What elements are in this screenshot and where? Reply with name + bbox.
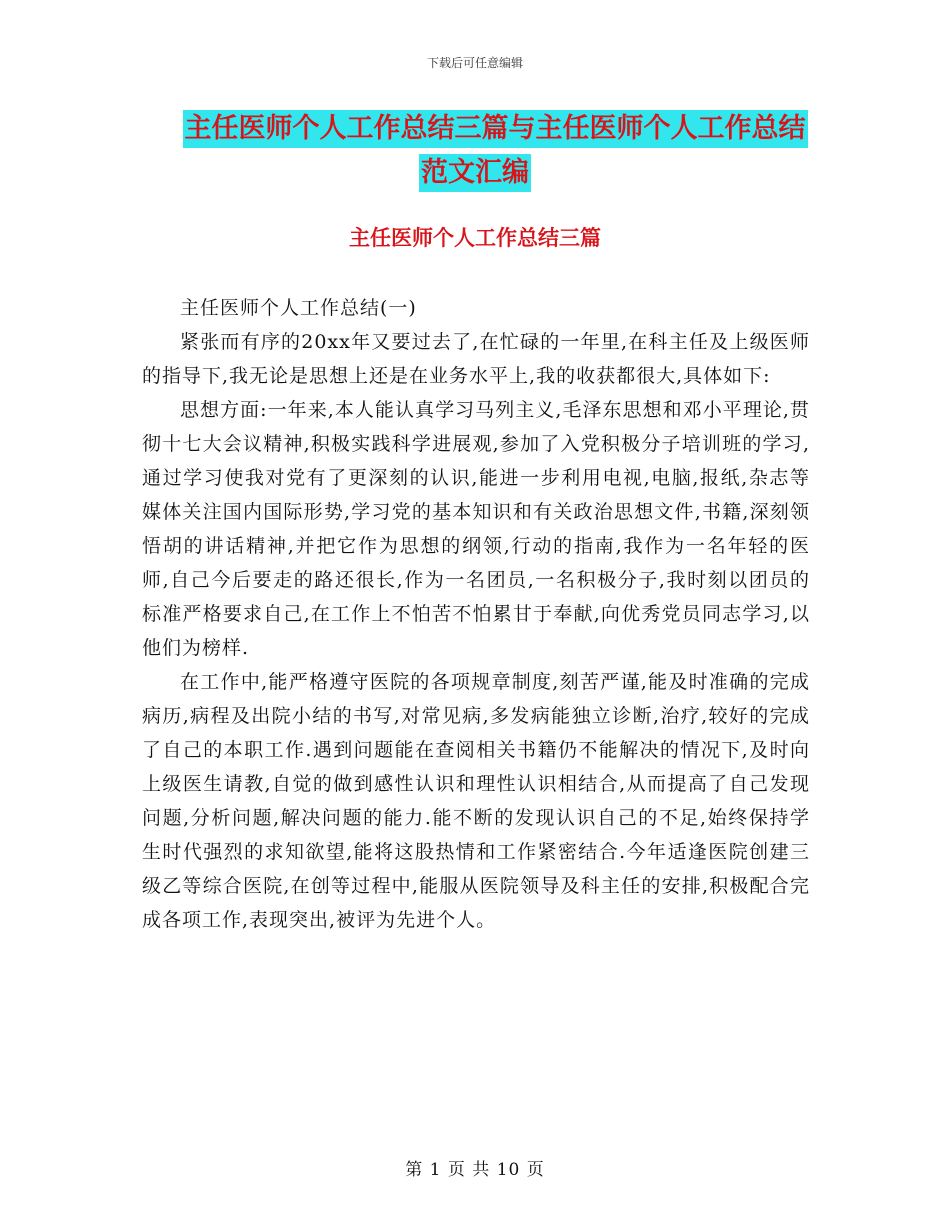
section-subtitle: 主任医师个人工作总结三篇	[349, 225, 601, 250]
title-line-1: 主任医师个人工作总结三篇与主任医师个人工作总结	[183, 110, 808, 148]
page-footer: 第 1 页 共 10 页	[405, 1160, 545, 1180]
paragraph: 思想方面:一年来,本人能认真学习马列主义,毛泽东思想和邓小平理论,贯彻十七大会议精神,积极实践科学进展观,参加了入党积极分子培训班的学习,通过学习使我对党有了更深刻的认识,能进一步利用电视,电脑,报纸,杂志等媒体关注国内国际形势,学习党的基本知识和有关政治思想文件,书籍,深刻领悟胡的讲话精神,并把它作为思想的纲领,行动的指南,我作为一名年轻的医师,自己今后要走的路还很长,作为一名团员,一名积极分子,我时刻以团员的标准严格要求自己,在工作上不怕苦不怕累甘于奉献,向优秀党员同志学习,以他们为榜样.	[142, 399, 810, 659]
paragraph: 在工作中,能严格遵守医院的各项规章制度,刻苦严谨,能及时准确的完成病历,病程及出院小结的书写,对常见病,多发病能独立诊断,治疗,较好的完成了自己的本职工作.遇到问题能在查阅相关书籍仍不能解决的情况下,及时向上级医生请教,自觉的做到感性认识和理性认识相结合,从而提高了自己发现问题,分析问题,解决问题的能力.能不断的发现认识自己的不足,始终保持学生时代强烈的求知欲望,能将这股热情和工作紧密结合.今年适逢医院创建三级乙等综合医院,在创等过程中,能服从医院领导及科主任的安排,积极配合完成各项工作,表现突出,被评为先进个人。	[142, 671, 810, 931]
title-line-2: 范文汇编	[419, 154, 531, 192]
document-body	[142, 291, 810, 937]
paragraph: 紧张而有序的20xx年又要过去了,在忙碌的一年里,在科主任及上级医师的指导下,我无论是思想上还是在业务水平上,我的收获都很大,具体如下:	[142, 331, 810, 387]
header-note: 下载后可任意编辑	[426, 56, 523, 70]
document-title	[0, 110, 950, 192]
paragraph-heading: 主任医师个人工作总结(一)	[180, 297, 417, 319]
